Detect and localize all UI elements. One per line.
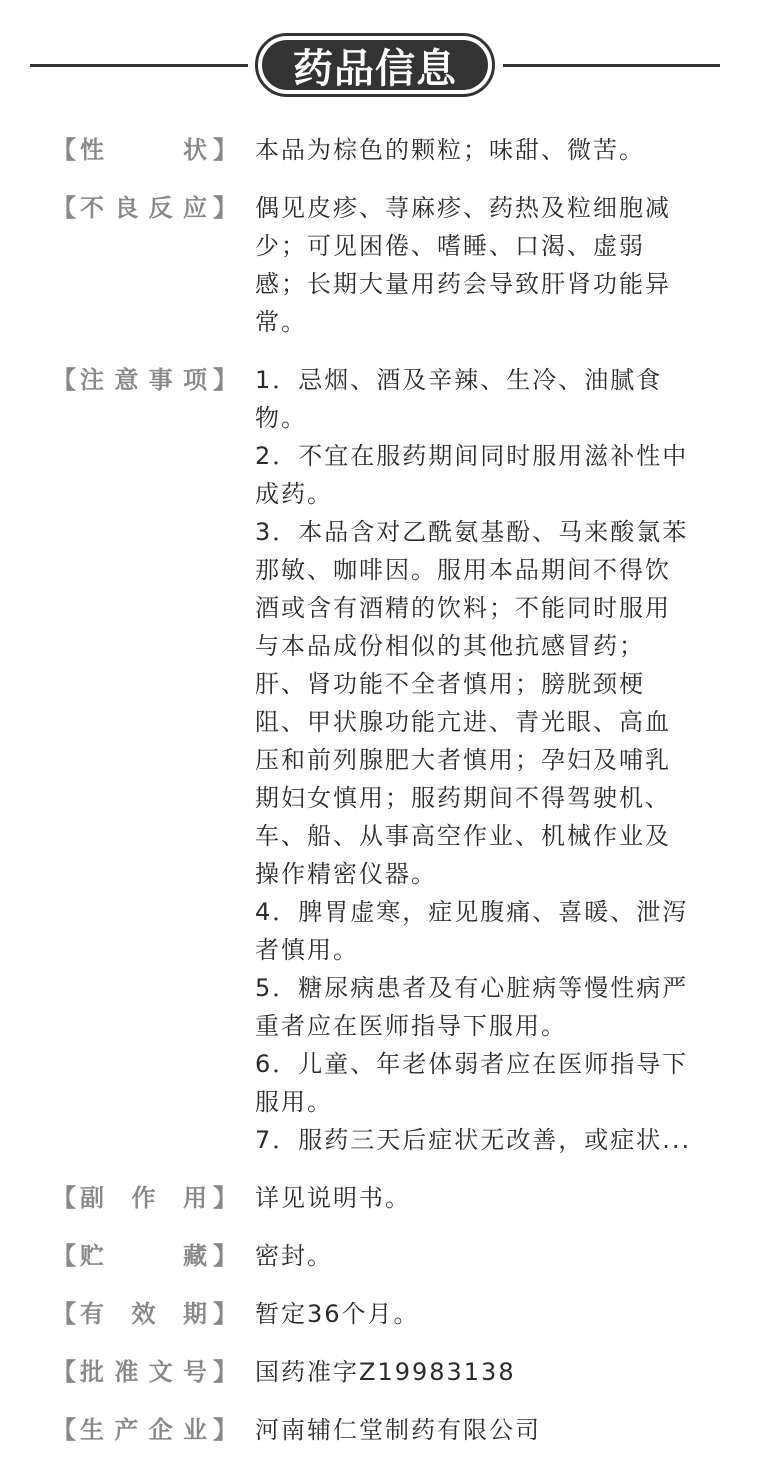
info-label [52,1237,237,1275]
info-label [52,131,237,169]
bracket-open: 【 [52,1358,76,1386]
info-value-line: 河南辅仁堂制药有限公司 [255,1416,541,1444]
info-row [52,131,712,169]
info-value-line: 肝、肾功能不全者慎用；膀胱颈梗 [255,670,645,698]
info-value-line: 本品为棕色的颗粒；味甜、微苦。 [255,136,645,164]
bracket-close: 】 [213,1416,237,1444]
bracket-close: 】 [213,1242,237,1270]
info-value-line: 物。 [255,404,307,432]
info-value-line: 期妇女慎用；服药期间不得驾驶机、 [255,784,671,812]
info-value-line: 者慎用。 [255,936,359,964]
bracket-close: 】 [213,1358,237,1386]
info-value [255,1179,411,1217]
divider-left [30,64,248,67]
info-value-line: 5．糖尿病患者及有心脏病等慢性病严 [255,974,689,1002]
info-value [255,1411,541,1449]
info-label [52,1411,237,1449]
info-label-text: 不良反应 [80,194,207,222]
divider-right [503,64,720,67]
info-label-text: 批准文号 [80,1358,207,1386]
info-label [52,361,237,1159]
bracket-close: 】 [213,194,237,222]
info-value-line: 阻、甲状腺功能亢进、青光眼、高血 [255,708,671,736]
info-value [255,361,691,1159]
info-value-line: 6．儿童、年老体弱者应在医师指导下 [255,1050,689,1078]
info-value-line: 常。 [255,308,307,336]
info-row [52,1295,712,1333]
info-value-line: 少；可见困倦、嗜睡、口渴、虚弱 [255,232,645,260]
info-row [52,189,712,341]
info-value-line: 车、船、从事高空作业、机械作业及 [255,822,671,850]
info-value-line: 2．不宜在服药期间同时服用滋补性中 [255,442,689,470]
info-row [52,1237,712,1275]
bracket-open: 【 [52,1300,76,1328]
bracket-open: 【 [52,136,76,164]
info-value [255,1295,420,1333]
info-value-line: 成药。 [255,480,333,508]
info-value-line: 1．忌烟、酒及辛辣、生冷、油腻食 [255,366,663,394]
info-value [255,131,645,169]
info-label-text: 有效期 [80,1300,207,1328]
bracket-open: 【 [52,1242,76,1270]
info-label-text: 注意事项 [80,366,207,394]
info-value-line: 4．脾胃虚寒，症见腹痛、喜暖、泄泻 [255,898,689,926]
info-label [52,189,237,341]
bracket-open: 【 [52,366,76,394]
section-title: 药品信息 [262,40,488,90]
drug-info-list [52,131,712,1469]
info-row [52,1353,712,1391]
info-value-line: 国药准字Z19983138 [255,1358,516,1386]
info-value-line: 感；长期大量用药会导致肝肾功能异 [255,270,671,298]
info-row [52,361,712,1159]
bracket-close: 】 [213,1184,237,1212]
info-value-line: 暂定36个月。 [255,1300,420,1328]
info-row [52,1179,712,1217]
info-value [255,189,671,341]
info-value-line: 详见说明书。 [255,1184,411,1212]
bracket-open: 【 [52,1416,76,1444]
info-value-line: 压和前列腺肥大者慎用；孕妇及哺乳 [255,746,671,774]
info-label-text: 生产企业 [80,1416,207,1444]
info-row [52,1411,712,1449]
info-label-text: 副作用 [80,1184,207,1212]
info-value-line: 操作精密仪器。 [255,860,437,888]
info-value-line: 那敏、咖啡因。服用本品期间不得饮 [255,556,671,584]
section-title-badge [255,33,495,97]
info-value-line: 密封。 [255,1242,333,1270]
bracket-close: 】 [213,1300,237,1328]
info-label-text: 性状 [80,136,207,164]
info-label-text: 贮藏 [80,1242,207,1270]
info-value-line: 服用。 [255,1088,333,1116]
info-value-line: 重者应在医师指导下服用。 [255,1012,567,1040]
info-label [52,1179,237,1217]
info-label [52,1295,237,1333]
info-value [255,1237,333,1275]
info-label [52,1353,237,1391]
bracket-close: 】 [213,366,237,394]
bracket-open: 【 [52,1184,76,1212]
bracket-close: 】 [213,136,237,164]
info-value-line: 7．服药三天后症状无改善，或症状... [255,1126,692,1154]
info-value-line: 与本品成份相似的其他抗感冒药； [255,632,645,660]
info-value-line: 酒或含有酒精的饮料；不能同时服用 [255,594,671,622]
info-value [255,1353,516,1391]
info-value-line: 偶见皮疹、荨麻疹、药热及粒细胞减 [255,194,671,222]
bracket-open: 【 [52,194,76,222]
info-value-line: 3．本品含对乙酰氨基酚、马来酸氯苯 [255,518,689,546]
